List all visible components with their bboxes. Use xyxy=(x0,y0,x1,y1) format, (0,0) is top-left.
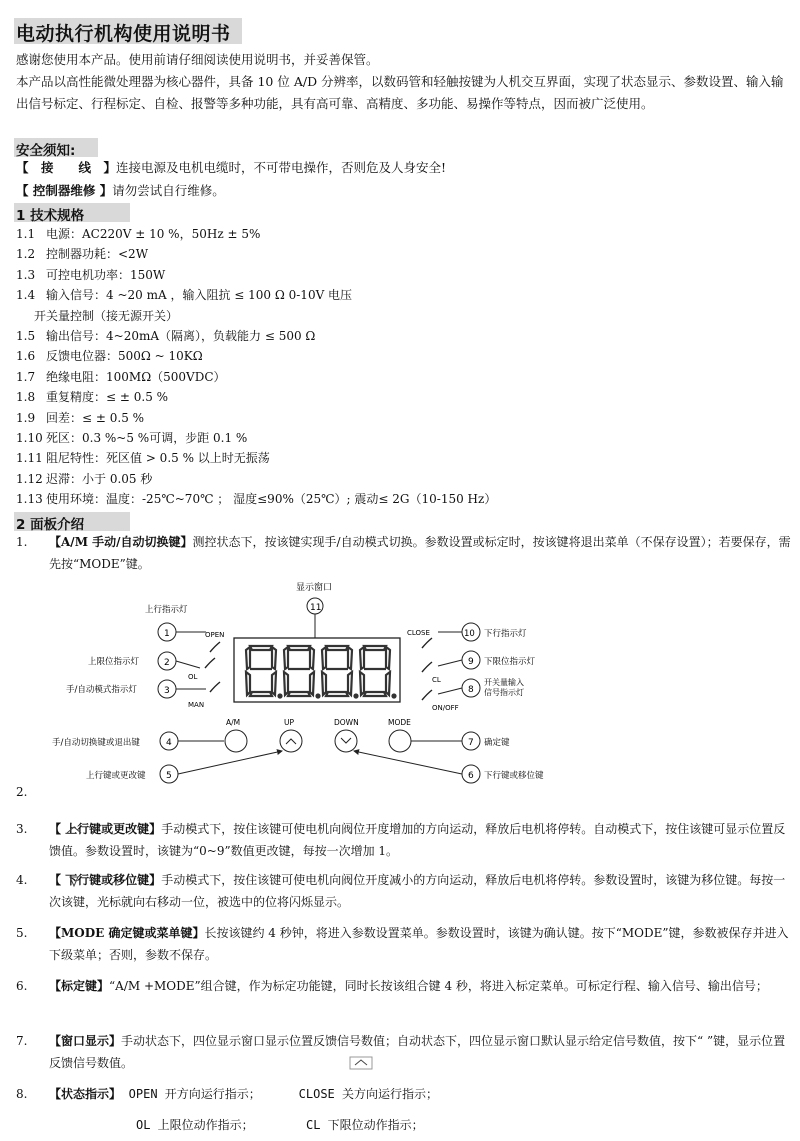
key-up-label: UP xyxy=(284,718,295,727)
panel-item-8-line2 xyxy=(16,1114,792,1136)
callout-3-num: 3 xyxy=(164,686,170,696)
status-close: CLOSE 关方向运行指示； xyxy=(298,1087,439,1101)
panel-item-3 xyxy=(16,818,792,862)
specs-heading: 1 技术规格 xyxy=(16,208,85,224)
callout-5-label: 上行键或更改键 xyxy=(86,771,146,781)
spec-number: 1.11 xyxy=(16,451,43,466)
led-man-label: MAN xyxy=(188,701,205,709)
spec-text: 控制器功耗：<2W xyxy=(46,247,149,262)
callout-11-num: 11 xyxy=(310,603,322,613)
led-man xyxy=(210,682,220,692)
up-key-icon xyxy=(349,1056,373,1070)
spec-item xyxy=(16,327,315,344)
safety-item xyxy=(16,160,446,176)
item-index: 3. xyxy=(16,822,28,836)
key-mode xyxy=(389,730,411,752)
spec-item xyxy=(16,470,152,487)
spec-item xyxy=(16,286,352,303)
callout-7-label: 确定键 xyxy=(484,738,510,748)
callout-6-label: 下行键或移位键 xyxy=(484,771,544,781)
key-up xyxy=(280,730,302,752)
spec-text: 回差：≤ ± 0.5 % xyxy=(46,410,145,425)
key-am-label: A/M xyxy=(226,718,241,727)
spec-item xyxy=(16,266,165,283)
down-key-icon xyxy=(63,874,85,888)
panel-item-4 xyxy=(16,869,792,913)
callout-10-label: 下行指示灯 xyxy=(484,629,527,639)
item-text: “A/M +MODE”组合键，作为标定功能键，同时长按该组合键 4 秒，将进入标定菜单。可标定行程、输入信号、输出信号； xyxy=(109,979,768,993)
panel-item-7 xyxy=(16,1030,792,1074)
status-cl: CL 下限位动作指示； xyxy=(306,1118,424,1132)
spec-text: 绝缘电阻：100MΩ（500VDC） xyxy=(46,369,226,384)
panel-item-1 xyxy=(16,531,792,575)
safety-item xyxy=(16,183,225,199)
spec-item xyxy=(16,409,144,426)
callout-5-num: 5 xyxy=(166,771,172,781)
digit xyxy=(322,646,352,696)
spec-number: 1.10 xyxy=(16,431,43,445)
led-ol-label: OL xyxy=(188,673,198,681)
item-label: 【A/M 手动/自动切换键】 xyxy=(49,535,193,549)
item-text: 长按该键约 4 秒钟，将进入参数设置菜单。参数设置时，该键为确认键。按下“MODE”键，参数被保存并进入下级菜单；否则，参数不保存。 xyxy=(49,926,789,962)
intro-paragraph: 本产品以高性能微处理器为核心器件，具备 10 位 A/D 分辨率，以数码管和轻触按键为人机交互界面，实现了状态显示、参数设置、输入输出信号标定、行程标定、自检、报警等多种功能，具有高可靠、高精度、多功能、易操作等特点，因而被广泛使用。 xyxy=(16,74,784,111)
digit xyxy=(284,646,314,696)
item-index: 8. xyxy=(16,1087,28,1101)
callout-9-label: 下限位指示灯 xyxy=(484,657,536,667)
spec-text: 反馈电位器：500Ω ~ 10KΩ xyxy=(46,349,203,364)
led-open-label: OPEN xyxy=(205,631,225,639)
key-down xyxy=(335,730,357,752)
led-onoff-label: ON/OFF xyxy=(432,704,459,712)
item-label: 【窗口显示】 xyxy=(49,1034,122,1048)
digit xyxy=(246,646,276,696)
spec-item xyxy=(16,307,178,324)
item-label: 【 上行键或更改键】 xyxy=(49,822,162,836)
spec-text: 电源：AC220V ± 10 %，50Hz ± 5% xyxy=(46,227,261,241)
spec-item xyxy=(16,388,168,405)
spec-item xyxy=(16,347,203,364)
spec-item xyxy=(16,245,148,262)
key-down-label: DOWN xyxy=(334,718,359,727)
spec-number: 1.2 xyxy=(16,247,36,262)
spec-number: 1.9 xyxy=(16,410,36,425)
item-label: 【 下行键或移位键】 xyxy=(49,873,162,887)
spec-number: 1.13 xyxy=(16,492,43,507)
panel-item-5 xyxy=(16,922,792,966)
item-index: 7. xyxy=(16,1034,28,1048)
item-label: 【标定键】 xyxy=(49,979,110,993)
item-text: 手动模式下，按住该键可使电机向阀位开度减小的方向运动，释放后电机将停转。参数设置时，该键为移位键。每按一次该键，光标就向右移动一位，被选中的位将闪烁显示。 xyxy=(49,873,786,909)
status-open: OPEN 开方向运行指示； xyxy=(128,1087,261,1101)
panel-item-8 xyxy=(16,1083,792,1105)
item-label: 【MODE 确定键或菜单键】 xyxy=(49,926,205,940)
spec-text: 使用环境：温度：-25℃~70℃ ； 湿度≤90%（25℃）; 震动≤ 2G（10-150 Hz） xyxy=(46,492,497,507)
safety-text: 请勿尝试自行维修。 xyxy=(112,183,225,198)
safety-heading: 安全须知: xyxy=(16,143,76,159)
key-am xyxy=(225,730,247,752)
item-text: 手动模式下，按住该键可使电机向阀位开度增加的方向运动，释放后电机将停转。自动模式下，按住该键可显示位置反馈值。参数设置时，该键为“0~9”数值更改键，每按一次增加 1。 xyxy=(49,822,786,858)
spec-text: 重复精度：≤ ± 0.5 % xyxy=(46,390,169,405)
display-window-label: 显示窗口 xyxy=(296,583,333,593)
led-open xyxy=(210,642,220,652)
spec-text: 阻尼特性：死区值 > 0.5 % 以上时无振荡 xyxy=(46,451,270,466)
callout-7-num: 7 xyxy=(468,738,474,748)
safety-text: 连接电源及电机电缆时，不可带电操作，否则危及人身安全! xyxy=(116,160,447,175)
spec-number: 1.6 xyxy=(16,349,36,364)
spec-number: 1.1 xyxy=(16,227,36,241)
document-title: 电动执行机构使用说明书 xyxy=(16,23,231,45)
callout-1-num: 1 xyxy=(164,629,170,639)
spec-item xyxy=(16,429,247,446)
status-ol: OL 上限位动作指示； xyxy=(136,1118,254,1132)
callout-8-num: 8 xyxy=(468,685,474,695)
callout-4-num: 4 xyxy=(166,738,172,748)
panel-heading: 2 面板介绍 xyxy=(16,517,85,533)
digit xyxy=(360,646,390,696)
up-key-icon xyxy=(63,823,85,837)
callout-2-num: 2 xyxy=(164,658,170,668)
led-ol xyxy=(205,658,215,668)
key-mode-label: MODE xyxy=(388,718,411,727)
spec-text: 死区：0.3 %~5 %可调，步距 0.1 % xyxy=(46,431,248,445)
spec-number: 1.8 xyxy=(16,390,36,405)
callout-8-label-line2: 信号指示灯 xyxy=(484,688,524,697)
spec-number: 1.4 xyxy=(16,288,36,303)
intro-line: 感谢您使用本产品。使用前请仔细阅读使用说明书，并妥善保管。 xyxy=(16,52,379,67)
item-text: 测控状态下，按该键实现手/自动模式切换。参数设置或标定时，按该键将退出菜单（不保存设置）；若要保存，需先按“MODE”键。 xyxy=(49,535,791,571)
callout-6-num: 6 xyxy=(468,771,474,781)
safety-tag: 【 控制器维修 】 xyxy=(16,183,113,198)
item-index: 6. xyxy=(16,979,28,993)
panel-item-2-index: 2. xyxy=(16,785,28,799)
spec-number: 1.7 xyxy=(16,369,36,384)
spec-number: 1.12 xyxy=(16,471,43,486)
spec-text: 输入信号：4 ~20 mA ，输入阻抗 ≤ 100 Ω 0-10V 电压 xyxy=(46,288,353,303)
spec-text: 可控电机功率：150W xyxy=(46,267,166,282)
panel-diagram xyxy=(40,578,570,790)
callout-1-label: 上行指示灯 xyxy=(145,605,188,615)
spec-text: 开关量控制（接无源开关） xyxy=(34,308,179,323)
spec-number: 1.3 xyxy=(16,267,36,282)
item-text: 手动状态下，四位显示窗口显示位置反馈信号数值；自动状态下，四位显示窗口默认显示给定信号数值，按下“ ”键，显示位置反馈信号数值。 xyxy=(49,1034,786,1070)
callout-4-label: 手/自动切换键或退出键 xyxy=(52,738,140,748)
led-onoff xyxy=(422,690,432,700)
item-index: 1. xyxy=(16,535,28,549)
safety-tag: 【 接 线 】 xyxy=(16,160,117,175)
callout-10-num: 10 xyxy=(464,629,475,639)
callout-8-label-line1: 开关量输入 xyxy=(484,678,524,687)
seven-segment-digits xyxy=(246,646,396,698)
callout-2-label: 上限位指示灯 xyxy=(88,657,140,667)
spec-text: 迟滞：小于 0.05 秒 xyxy=(46,471,153,486)
spec-item xyxy=(16,368,226,385)
led-close xyxy=(422,638,432,648)
callout-9-num: 9 xyxy=(468,657,474,667)
led-cl xyxy=(422,662,432,672)
spec-item xyxy=(16,449,270,466)
spec-text: 输出信号：4~20mA（隔离），负载能力 ≤ 500 Ω xyxy=(46,329,316,343)
spec-number: 1.5 xyxy=(16,329,36,343)
panel-item-6 xyxy=(16,975,792,997)
spec-item xyxy=(16,225,260,242)
led-cl-label: CL xyxy=(432,676,441,684)
callout-3-label: 手/自动模式指示灯 xyxy=(66,685,137,695)
led-close-label: CLOSE xyxy=(407,629,430,637)
item-index: 5. xyxy=(16,926,28,940)
item-index: 4. xyxy=(16,873,28,887)
item-label: 【状态指示】 xyxy=(49,1087,122,1101)
spec-item xyxy=(16,490,496,507)
